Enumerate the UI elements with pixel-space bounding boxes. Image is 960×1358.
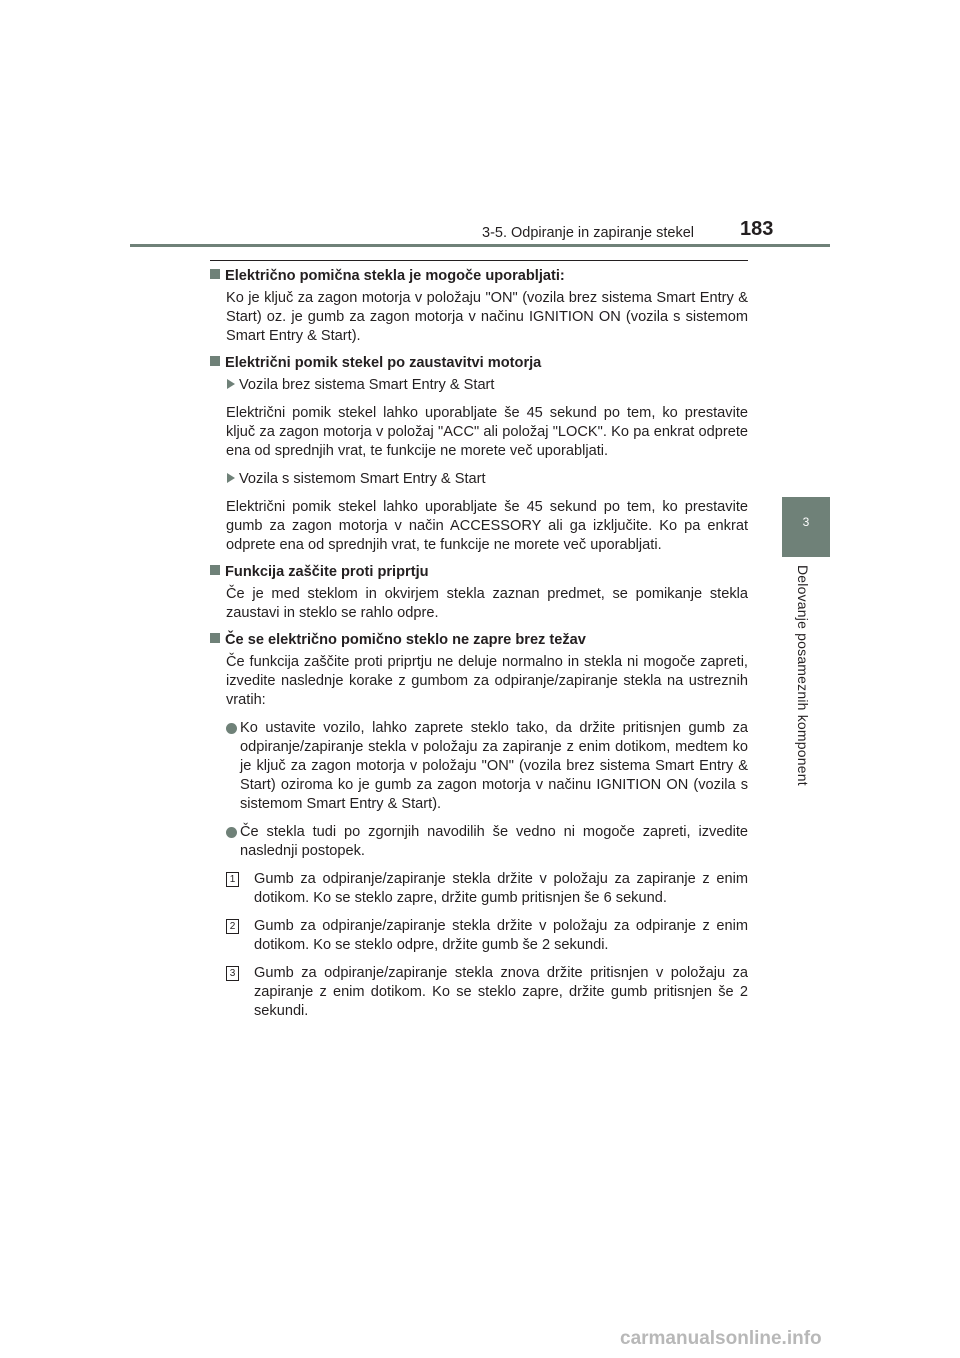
content-top-rule (210, 260, 748, 261)
sub-heading-text: Vozila s sistemom Smart Entry & Start (239, 471, 486, 487)
paragraph: Če funkcija zaščite proti priprtju ne deluje normalno in stekla ni mogoče zapreti, izvedite naslednje korake z gumbom za odpiranje/zapiranje stekla na ustreznih vratih: (226, 654, 748, 708)
paragraph: Električni pomik stekel lahko uporabljate še 45 sekund po tem, ko prestavite ključ za zagon motorja v položaj "ACC" ali položaj "LOCK". Ko pa enkrat odprete ena od sprednjih vrat, te funkcije ne morete več uporabljati. (226, 405, 748, 459)
section-heading (210, 354, 748, 373)
section-heading (210, 631, 748, 650)
list-item (226, 823, 748, 861)
procedure-step (226, 964, 748, 1021)
section-heading (210, 563, 748, 582)
heading-text: Električni pomik stekel po zaustavitvi motorja (225, 355, 542, 371)
square-bullet-icon (210, 269, 220, 279)
paragraph: Električni pomik stekel lahko uporabljate še 45 sekund po tem, ko prestavite gumb za zagon motorja v način ACCESSORY ali ga izključite. Ko pa enkrat odprete ena od sprednjih vrat, te funkcije ne morete več uporabljati. (226, 499, 748, 553)
square-bullet-icon (210, 565, 220, 575)
step-text: Gumb za odpiranje/zapiranje stekla držite v položaju za odpiranje z enim dotikom. Ko se steklo odpre, držite gumb še 2 sekundi. (254, 918, 748, 953)
square-bullet-icon (210, 356, 220, 366)
chapter-tab (782, 497, 830, 557)
header-rule (130, 244, 830, 247)
step-number-box: 1 (226, 872, 239, 887)
round-bullet-icon (226, 723, 237, 734)
page-number: 183 (740, 218, 774, 240)
chapter-tab-number: 3 (802, 515, 810, 529)
list-item (226, 719, 748, 814)
watermark: carmanualsonline.info (620, 1328, 822, 1349)
step-text: Gumb za odpiranje/zapiranje stekla znova držite pritisnjen v položaju za zapiranje z enim dotikom. Ko se steklo zapre, držite gumb pritisnjen še 2 sekundi. (254, 965, 748, 1019)
section-title: 3-5. Odpiranje in zapiranje stekel (482, 225, 694, 241)
list-item-text: Ko ustavite vozilo, lahko zaprete steklo tako, da držite pritisnjen gumb za odpiranje/zapiranje stekla v položaju za zapiranje z enim dotikom, medtem ko je ključ za zagon motorja v položaju "ON" (vozila brez sistema Smart Entry & Start) oziroma ko je gumb za zagon motorja v načinu IGNITION ON (vozila s sistemom Smart Entry & Start). (240, 720, 748, 812)
round-bullet-icon (226, 827, 237, 838)
heading-text: Funkcija zaščite proti priprtju (225, 564, 429, 580)
step-number-box: 2 (226, 919, 239, 934)
chapter-side-label: Delovanje posameznih komponent (795, 565, 811, 786)
section-heading (210, 267, 748, 286)
paragraph: Če je med steklom in okvirjem stekla zaznan predmet, se pomikanje stekla zaustavi in steklo se rahlo odpre. (226, 586, 748, 621)
paragraph: Ko je ključ za zagon motorja v položaju "ON" (vozila brez sistema Smart Entry & Start) oz. je gumb za zagon motorja v načinu IGNITION ON (vozila s sistemom Smart Entry & Start). (226, 290, 748, 344)
square-bullet-icon (210, 633, 220, 643)
triangle-pointer-icon (227, 379, 235, 389)
procedure-step (226, 870, 748, 908)
heading-text: Električno pomična stekla je mogoče uporabljati: (225, 268, 565, 284)
triangle-pointer-icon (227, 473, 235, 483)
procedure-step (226, 917, 748, 955)
sub-heading (226, 470, 748, 489)
sub-heading (226, 376, 748, 395)
step-number-box: 3 (226, 966, 239, 981)
heading-text: Če se električno pomično steklo ne zapre brez težav (225, 632, 586, 648)
sub-heading-text: Vozila brez sistema Smart Entry & Start (239, 377, 495, 393)
main-content (210, 264, 748, 1021)
step-text: Gumb za odpiranje/zapiranje stekla držite v položaju za zapiranje z enim dotikom. Ko se steklo zapre, držite gumb pritisnjen še 6 sekund. (254, 871, 748, 906)
list-item-text: Če stekla tudi po zgornjih navodilih še vedno ni mogoče zapreti, izvedite naslednji postopek. (240, 824, 748, 859)
